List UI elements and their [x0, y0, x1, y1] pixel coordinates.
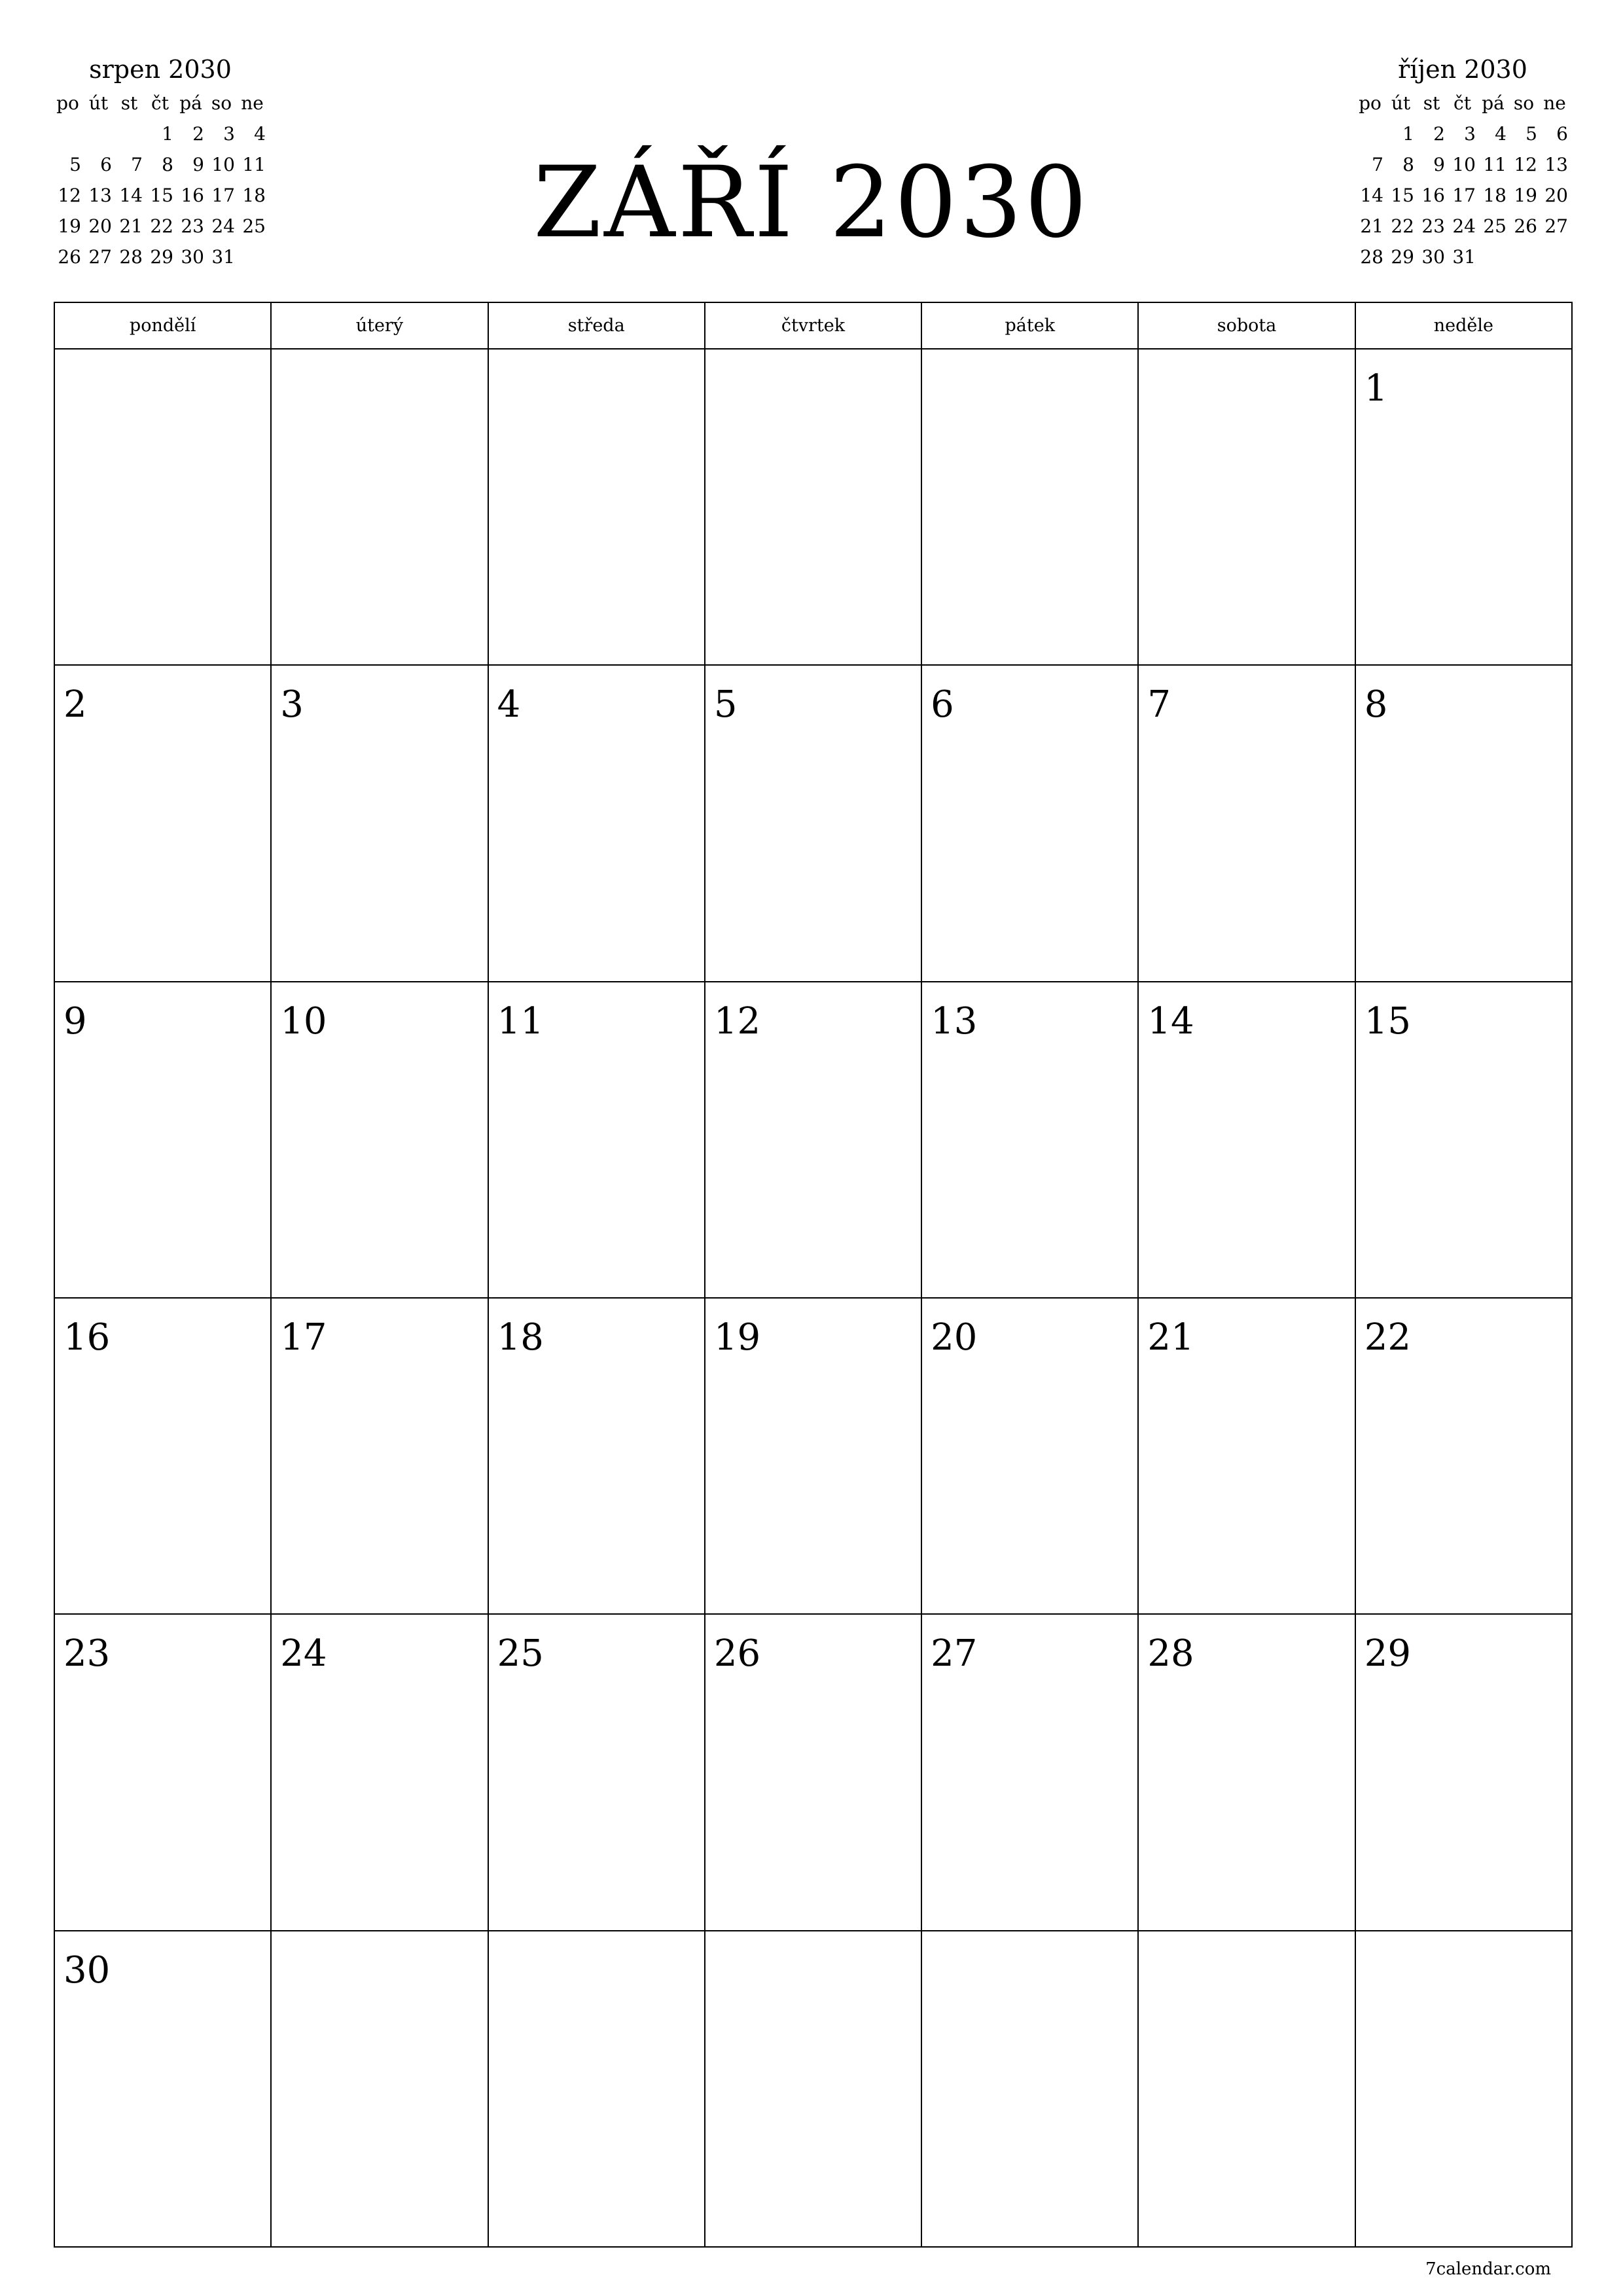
month-grid: [54, 302, 1573, 2248]
page-title: ZÁŘÍ 2030: [533, 146, 1090, 260]
day-number: 20: [931, 1316, 978, 1359]
day-number: 29: [1364, 1632, 1411, 1676]
day-number: 24: [280, 1632, 327, 1676]
day-number: 1: [1364, 367, 1388, 410]
mini-prev-day: 15: [150, 185, 173, 206]
mini-prev-day: 20: [88, 215, 112, 237]
mini-prev-day: 12: [58, 185, 81, 206]
day-number: 6: [931, 683, 954, 726]
day-cell[interactable]: [272, 982, 488, 1299]
weekday-header: pátek: [922, 303, 1139, 350]
day-cell[interactable]: [1356, 1931, 1573, 2248]
mini-next-weekday: so: [1513, 92, 1535, 114]
day-cell[interactable]: [1139, 982, 1355, 1299]
day-number: 18: [497, 1316, 544, 1359]
mini-next-day: [1355, 118, 1385, 149]
mini-prev-weekday: ne: [241, 92, 264, 114]
mini-next-day: 26: [1514, 215, 1537, 237]
mini-next-day: 7: [1372, 154, 1383, 175]
day-cell[interactable]: [489, 1299, 705, 1615]
mini-next-day: 24: [1452, 215, 1476, 237]
day-number: 25: [497, 1632, 544, 1676]
day-number: 23: [63, 1632, 111, 1676]
day-number: 21: [1147, 1316, 1194, 1359]
mini-prev-day: 14: [119, 185, 143, 206]
day-number: 7: [1147, 683, 1171, 726]
mini-calendar-next-grid: [1355, 88, 1571, 272]
day-cell[interactable]: [705, 1931, 922, 2248]
day-cell[interactable]: [272, 350, 488, 666]
mini-next-day: 19: [1514, 185, 1537, 206]
mini-prev-day: 9: [192, 154, 204, 175]
day-cell[interactable]: [922, 666, 1139, 982]
day-cell[interactable]: [1139, 1931, 1355, 2248]
day-cell[interactable]: [1139, 1299, 1355, 1615]
weekday-header: čtvrtek: [705, 303, 922, 350]
mini-calendar-next-title: říjen 2030: [1398, 55, 1527, 84]
day-number: 28: [1147, 1632, 1194, 1676]
mini-prev-day: 19: [58, 215, 81, 237]
mini-prev-day: 6: [100, 154, 112, 175]
day-cell[interactable]: [489, 350, 705, 666]
mini-next-day: 6: [1556, 123, 1568, 145]
mini-next-weekday: pá: [1482, 92, 1505, 114]
mini-next-day: 25: [1483, 215, 1507, 237]
day-number: 14: [1147, 999, 1194, 1043]
day-number: 15: [1364, 999, 1411, 1043]
mini-next-day: 3: [1464, 123, 1476, 145]
day-number: 30: [63, 1948, 111, 1992]
day-number: 2: [63, 683, 87, 726]
mini-prev-day: 18: [242, 185, 266, 206]
day-cell[interactable]: [272, 1299, 488, 1615]
mini-next-day: 14: [1360, 185, 1383, 206]
day-cell[interactable]: [55, 982, 272, 1299]
weekday-header: úterý: [272, 303, 488, 350]
mini-prev-day: 5: [69, 154, 81, 175]
mini-prev-day: 10: [211, 154, 235, 175]
mini-prev-day: 28: [119, 246, 143, 268]
mini-prev-day: 1: [162, 123, 173, 145]
mini-next-day: [1508, 242, 1539, 272]
day-cell[interactable]: [55, 1931, 272, 2248]
mini-next-day: 1: [1402, 123, 1414, 145]
mini-prev-day: 27: [88, 246, 112, 268]
weekday-header: středa: [489, 303, 705, 350]
mini-prev-day: 26: [58, 246, 81, 268]
day-number: 27: [931, 1632, 978, 1676]
day-number: 11: [497, 999, 544, 1043]
day-cell[interactable]: [1356, 982, 1573, 1299]
mini-prev-day: 13: [88, 185, 112, 206]
mini-next-day: 22: [1391, 215, 1414, 237]
day-cell[interactable]: [272, 1931, 488, 2248]
mini-next-day: 17: [1452, 185, 1476, 206]
day-cell[interactable]: [705, 350, 922, 666]
day-cell[interactable]: [705, 1615, 922, 1931]
day-number: 17: [280, 1316, 327, 1359]
mini-next-day: [1539, 242, 1570, 272]
day-cell[interactable]: [1356, 350, 1573, 666]
mini-prev-weekday: st: [120, 92, 138, 114]
day-number: 8: [1364, 683, 1388, 726]
day-number: 4: [497, 683, 521, 726]
mini-prev-day: 21: [119, 215, 143, 237]
mini-prev-day: 23: [181, 215, 204, 237]
mini-next-day: 4: [1495, 123, 1507, 145]
mini-next-day: 10: [1452, 154, 1476, 175]
day-cell[interactable]: [1139, 666, 1355, 982]
day-cell[interactable]: [55, 1615, 272, 1931]
day-number: 22: [1364, 1316, 1411, 1359]
day-cell[interactable]: [55, 350, 272, 666]
day-cell[interactable]: [489, 1931, 705, 2248]
mini-calendar-prev-title: srpen 2030: [89, 55, 232, 84]
day-number: 10: [280, 999, 327, 1043]
mini-prev-day: 25: [242, 215, 266, 237]
mini-prev-day: 8: [162, 154, 173, 175]
mini-next-day: 21: [1360, 215, 1383, 237]
mini-prev-weekday: pá: [179, 92, 202, 114]
mini-next-day: 27: [1544, 215, 1568, 237]
mini-next-weekday: st: [1423, 92, 1440, 114]
mini-next-day: 2: [1433, 123, 1445, 145]
weekday-header: sobota: [1139, 303, 1355, 350]
mini-prev-weekday: čt: [151, 92, 169, 114]
mini-prev-day: 30: [181, 246, 204, 268]
mini-next-day: 13: [1544, 154, 1568, 175]
mini-next-day: 9: [1433, 154, 1445, 175]
weekday-header: neděle: [1356, 303, 1573, 350]
mini-next-day: 23: [1421, 215, 1445, 237]
weekday-header: pondělí: [55, 303, 272, 350]
day-cell[interactable]: [55, 666, 272, 982]
mini-next-day: [1478, 242, 1508, 272]
day-number: 9: [63, 999, 87, 1043]
mini-prev-day: 16: [181, 185, 204, 206]
day-number: 3: [280, 683, 304, 726]
day-cell[interactable]: [922, 350, 1139, 666]
mini-prev-day: 4: [254, 123, 266, 145]
day-number: 26: [713, 1632, 761, 1676]
day-cell[interactable]: [272, 1615, 488, 1931]
day-cell[interactable]: [272, 666, 488, 982]
mini-next-weekday: ne: [1543, 92, 1566, 114]
mini-next-day: 15: [1391, 185, 1414, 206]
day-cell[interactable]: [1356, 1615, 1573, 1931]
day-cell[interactable]: [489, 666, 705, 982]
mini-prev-day: 22: [150, 215, 173, 237]
mini-prev-day: 31: [211, 246, 235, 268]
mini-prev-day: 2: [192, 123, 204, 145]
day-cell[interactable]: [55, 1299, 272, 1615]
mini-prev-day: 7: [131, 154, 143, 175]
mini-next-weekday: čt: [1454, 92, 1471, 114]
day-cell[interactable]: [1139, 1615, 1355, 1931]
mini-next-day: 31: [1452, 246, 1476, 268]
day-number: 5: [713, 683, 738, 726]
day-number: 16: [63, 1316, 111, 1359]
mini-prev-day: 11: [242, 154, 266, 175]
mini-next-day: 28: [1360, 246, 1383, 268]
mini-calendar-next: [1355, 51, 1571, 272]
day-cell[interactable]: [1356, 1299, 1573, 1615]
day-cell[interactable]: [489, 1615, 705, 1931]
mini-next-day: 30: [1421, 246, 1445, 268]
mini-next-day: 18: [1483, 185, 1507, 206]
mini-prev-weekday: so: [211, 92, 232, 114]
day-cell[interactable]: [489, 982, 705, 1299]
day-cell[interactable]: [922, 982, 1139, 1299]
day-cell[interactable]: [922, 1299, 1139, 1615]
mini-next-day: 16: [1421, 185, 1445, 206]
mini-next-day: 11: [1483, 154, 1507, 175]
mini-prev-day: 17: [211, 185, 235, 206]
day-cell[interactable]: [1139, 350, 1355, 666]
mini-prev-day: 3: [223, 123, 235, 145]
day-number: 12: [713, 999, 761, 1043]
day-cell[interactable]: [922, 1615, 1139, 1931]
mini-prev-weekday: út: [88, 92, 109, 114]
day-cell[interactable]: [705, 666, 922, 982]
mini-next-day: 29: [1391, 246, 1414, 268]
mini-prev-day: 24: [211, 215, 235, 237]
mini-next-day: 12: [1514, 154, 1537, 175]
day-number: 19: [713, 1316, 761, 1359]
mini-next-day: 5: [1525, 123, 1537, 145]
day-cell[interactable]: [705, 1299, 922, 1615]
day-cell[interactable]: [922, 1931, 1139, 2248]
mini-prev-weekday: po: [56, 92, 79, 114]
day-cell[interactable]: [705, 982, 922, 1299]
mini-prev-day: 29: [150, 246, 173, 268]
mini-next-weekday: út: [1391, 92, 1411, 114]
day-cell[interactable]: [1356, 666, 1573, 982]
mini-next-day: 20: [1544, 185, 1568, 206]
mini-next-weekday: po: [1359, 92, 1382, 114]
day-number: 13: [931, 999, 978, 1043]
footer-credit: 7calendar.com: [1425, 2259, 1551, 2279]
mini-next-day: 8: [1402, 154, 1414, 175]
